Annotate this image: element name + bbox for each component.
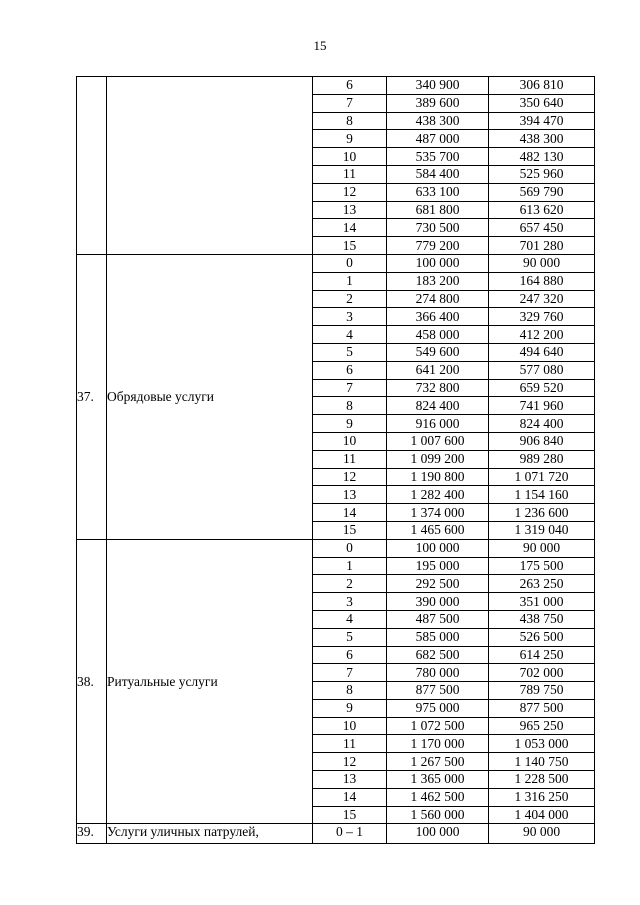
value-cell: 487 000 xyxy=(387,130,489,148)
level-cell: 11 xyxy=(313,735,387,753)
value-cell: 1 072 500 xyxy=(387,717,489,735)
reduced-value-cell: 877 500 xyxy=(489,699,595,717)
level-cell: 0 – 1 xyxy=(313,824,387,844)
value-cell: 1 462 500 xyxy=(387,788,489,806)
value-cell: 975 000 xyxy=(387,699,489,717)
level-cell: 9 xyxy=(313,130,387,148)
value-cell: 438 300 xyxy=(387,112,489,130)
level-cell: 1 xyxy=(313,557,387,575)
value-cell: 633 100 xyxy=(387,183,489,201)
reduced-value-cell: 614 250 xyxy=(489,646,595,664)
value-cell: 535 700 xyxy=(387,148,489,166)
service-name-cell: Обрядовые услуги xyxy=(107,254,313,539)
value-cell: 779 200 xyxy=(387,237,489,255)
level-cell: 8 xyxy=(313,397,387,415)
reduced-value-cell: 525 960 xyxy=(489,165,595,183)
item-number-cell xyxy=(77,77,107,255)
level-cell: 1 xyxy=(313,272,387,290)
level-cell: 5 xyxy=(313,628,387,646)
level-cell: 3 xyxy=(313,593,387,611)
reduced-value-cell: 175 500 xyxy=(489,557,595,575)
reduced-value-cell: 659 520 xyxy=(489,379,595,397)
reduced-value-cell: 989 280 xyxy=(489,450,595,468)
value-cell: 1 365 000 xyxy=(387,771,489,789)
level-cell: 14 xyxy=(313,788,387,806)
level-cell: 15 xyxy=(313,521,387,539)
value-cell: 274 800 xyxy=(387,290,489,308)
value-cell: 682 500 xyxy=(387,646,489,664)
level-cell: 13 xyxy=(313,486,387,504)
value-cell: 1 465 600 xyxy=(387,521,489,539)
service-name-cell: Услуги уличных патрулей, xyxy=(107,824,313,844)
level-cell: 9 xyxy=(313,415,387,433)
rates-table xyxy=(76,76,595,844)
reduced-value-cell: 906 840 xyxy=(489,432,595,450)
value-cell: 877 500 xyxy=(387,682,489,700)
level-cell: 15 xyxy=(313,806,387,824)
level-cell: 11 xyxy=(313,450,387,468)
level-cell: 8 xyxy=(313,682,387,700)
value-cell: 1 267 500 xyxy=(387,753,489,771)
value-cell: 1 190 800 xyxy=(387,468,489,486)
reduced-value-cell: 329 760 xyxy=(489,308,595,326)
service-name-cell: Ритуальные услуги xyxy=(107,539,313,824)
reduced-value-cell: 1 154 160 xyxy=(489,486,595,504)
value-cell: 487 500 xyxy=(387,610,489,628)
reduced-value-cell: 701 280 xyxy=(489,237,595,255)
level-cell: 2 xyxy=(313,290,387,308)
level-cell: 4 xyxy=(313,326,387,344)
reduced-value-cell: 613 620 xyxy=(489,201,595,219)
level-cell: 3 xyxy=(313,308,387,326)
value-cell: 340 900 xyxy=(387,77,489,95)
value-cell: 584 400 xyxy=(387,165,489,183)
value-cell: 1 560 000 xyxy=(387,806,489,824)
level-cell: 8 xyxy=(313,112,387,130)
value-cell: 390 000 xyxy=(387,593,489,611)
reduced-value-cell: 789 750 xyxy=(489,682,595,700)
level-cell: 6 xyxy=(313,77,387,95)
level-cell: 12 xyxy=(313,468,387,486)
level-cell: 5 xyxy=(313,343,387,361)
item-number-cell: 37. xyxy=(77,254,107,539)
value-cell: 732 800 xyxy=(387,379,489,397)
level-cell: 6 xyxy=(313,361,387,379)
reduced-value-cell: 741 960 xyxy=(489,397,595,415)
reduced-value-cell: 1 319 040 xyxy=(489,521,595,539)
value-cell: 458 000 xyxy=(387,326,489,344)
reduced-value-cell: 569 790 xyxy=(489,183,595,201)
reduced-value-cell: 1 228 500 xyxy=(489,771,595,789)
reduced-value-cell: 438 300 xyxy=(489,130,595,148)
reduced-value-cell: 1 071 720 xyxy=(489,468,595,486)
item-number-cell: 39. xyxy=(77,824,107,844)
value-cell: 1 099 200 xyxy=(387,450,489,468)
reduced-value-cell: 90 000 xyxy=(489,539,595,557)
level-cell: 7 xyxy=(313,94,387,112)
value-cell: 641 200 xyxy=(387,361,489,379)
level-cell: 10 xyxy=(313,432,387,450)
level-cell: 4 xyxy=(313,610,387,628)
reduced-value-cell: 438 750 xyxy=(489,610,595,628)
reduced-value-cell: 1 404 000 xyxy=(489,806,595,824)
table-row xyxy=(77,254,595,272)
reduced-value-cell: 526 500 xyxy=(489,628,595,646)
reduced-value-cell: 1 053 000 xyxy=(489,735,595,753)
reduced-value-cell: 482 130 xyxy=(489,148,595,166)
table-row xyxy=(77,824,595,844)
level-cell: 12 xyxy=(313,753,387,771)
value-cell: 1 007 600 xyxy=(387,432,489,450)
rates-table-body xyxy=(77,77,595,844)
value-cell: 1 374 000 xyxy=(387,504,489,522)
level-cell: 14 xyxy=(313,219,387,237)
value-cell: 100 000 xyxy=(387,824,489,844)
value-cell: 916 000 xyxy=(387,415,489,433)
value-cell: 1 282 400 xyxy=(387,486,489,504)
level-cell: 0 xyxy=(313,254,387,272)
level-cell: 14 xyxy=(313,504,387,522)
value-cell: 824 400 xyxy=(387,397,489,415)
reduced-value-cell: 306 810 xyxy=(489,77,595,95)
reduced-value-cell: 90 000 xyxy=(489,824,595,844)
level-cell: 13 xyxy=(313,771,387,789)
value-cell: 681 800 xyxy=(387,201,489,219)
level-cell: 11 xyxy=(313,165,387,183)
value-cell: 585 000 xyxy=(387,628,489,646)
level-cell: 10 xyxy=(313,148,387,166)
reduced-value-cell: 1 140 750 xyxy=(489,753,595,771)
value-cell: 730 500 xyxy=(387,219,489,237)
level-cell: 2 xyxy=(313,575,387,593)
service-name-cell xyxy=(107,77,313,255)
value-cell: 1 170 000 xyxy=(387,735,489,753)
reduced-value-cell: 263 250 xyxy=(489,575,595,593)
level-cell: 7 xyxy=(313,664,387,682)
table-row xyxy=(77,77,595,95)
level-cell: 13 xyxy=(313,201,387,219)
value-cell: 183 200 xyxy=(387,272,489,290)
item-number-cell: 38. xyxy=(77,539,107,824)
value-cell: 195 000 xyxy=(387,557,489,575)
reduced-value-cell: 90 000 xyxy=(489,254,595,272)
value-cell: 549 600 xyxy=(387,343,489,361)
reduced-value-cell: 577 080 xyxy=(489,361,595,379)
reduced-value-cell: 494 640 xyxy=(489,343,595,361)
reduced-value-cell: 164 880 xyxy=(489,272,595,290)
reduced-value-cell: 657 450 xyxy=(489,219,595,237)
reduced-value-cell: 824 400 xyxy=(489,415,595,433)
reduced-value-cell: 351 000 xyxy=(489,593,595,611)
value-cell: 366 400 xyxy=(387,308,489,326)
value-cell: 100 000 xyxy=(387,254,489,272)
level-cell: 7 xyxy=(313,379,387,397)
level-cell: 15 xyxy=(313,237,387,255)
level-cell: 12 xyxy=(313,183,387,201)
level-cell: 0 xyxy=(313,539,387,557)
level-cell: 9 xyxy=(313,699,387,717)
level-cell: 10 xyxy=(313,717,387,735)
reduced-value-cell: 412 200 xyxy=(489,326,595,344)
level-cell: 6 xyxy=(313,646,387,664)
reduced-value-cell: 702 000 xyxy=(489,664,595,682)
table-row xyxy=(77,539,595,557)
value-cell: 389 600 xyxy=(387,94,489,112)
value-cell: 100 000 xyxy=(387,539,489,557)
page-number: 15 xyxy=(313,38,327,53)
reduced-value-cell: 247 320 xyxy=(489,290,595,308)
reduced-value-cell: 1 236 600 xyxy=(489,504,595,522)
reduced-value-cell: 1 316 250 xyxy=(489,788,595,806)
value-cell: 292 500 xyxy=(387,575,489,593)
value-cell: 780 000 xyxy=(387,664,489,682)
reduced-value-cell: 965 250 xyxy=(489,717,595,735)
reduced-value-cell: 394 470 xyxy=(489,112,595,130)
reduced-value-cell: 350 640 xyxy=(489,94,595,112)
